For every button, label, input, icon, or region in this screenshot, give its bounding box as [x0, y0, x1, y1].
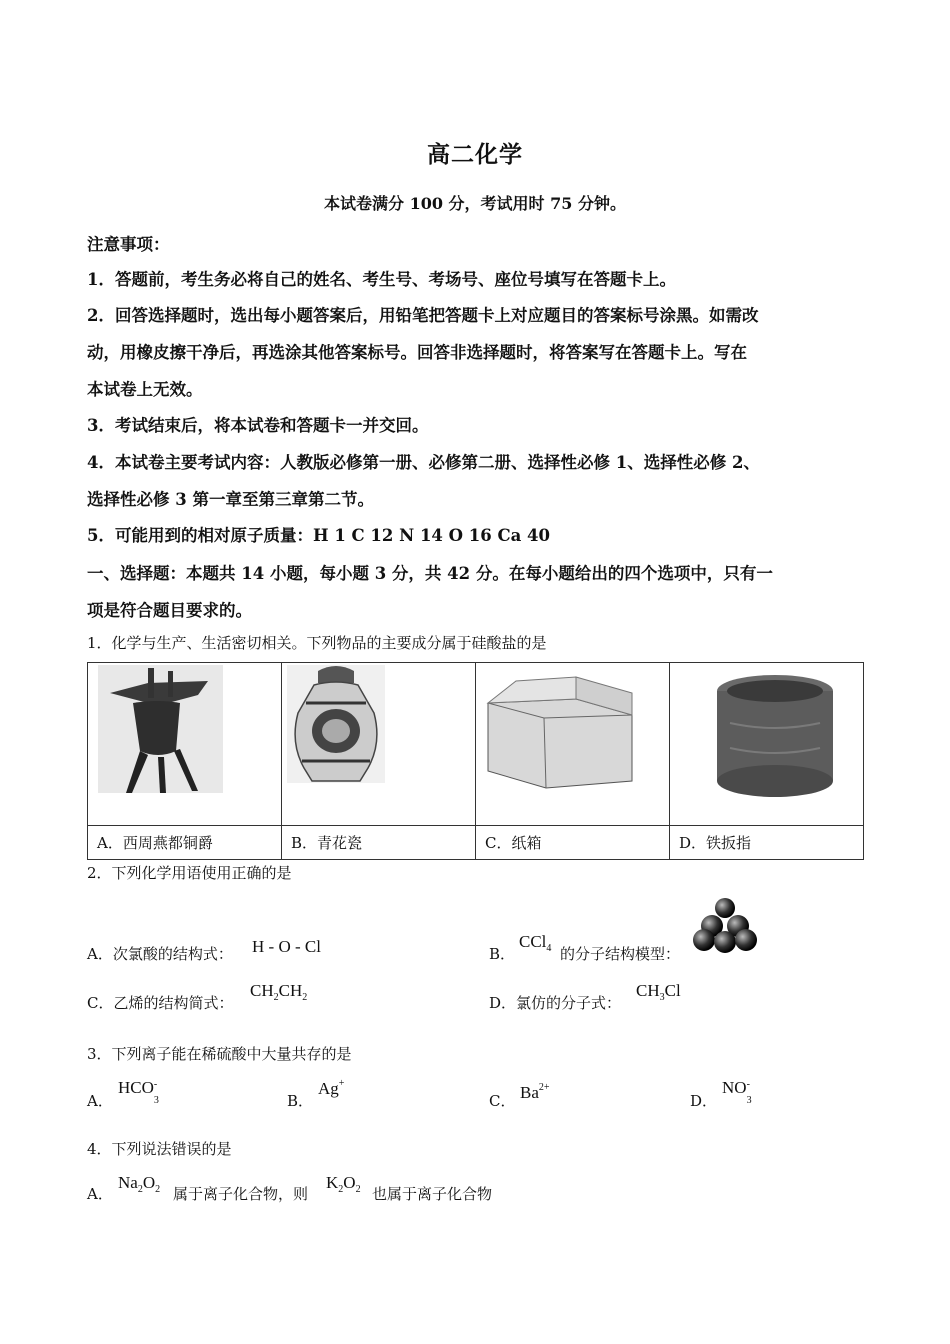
notes-heading: 注意事项：	[87, 235, 170, 254]
formula-subscript: 3	[153, 1095, 159, 1106]
option-a-caption: A．西周燕都铜爵	[88, 826, 282, 860]
note-line: 2．回答选择题时，选出每小题答案后，用铅笔把答题卡上对应题目的答案标号涂黑。如需改	[87, 306, 759, 325]
question-4-stem: 4．下列说法错误的是	[87, 1140, 232, 1158]
q2-option-d-label: D．氯仿的分子式：	[489, 994, 622, 1012]
q3-option-b-label: B．	[287, 1092, 314, 1110]
formula-superscript: 2+	[538, 1082, 550, 1093]
formula-text: CCl	[519, 932, 547, 951]
formula-subscript: 2	[302, 992, 308, 1003]
note-line: 选择性必修 3 第一章至第三章第二节。	[87, 490, 374, 509]
section-heading: 一、选择题：本题共 14 小题，每小题 3 分，共 42 分。在每小题给出的四个选项中，只有一	[87, 564, 773, 583]
q2-option-b-label: B．	[489, 945, 516, 963]
formula-text: CH	[636, 981, 660, 1000]
q4-option-a-label: A．	[87, 1185, 113, 1203]
q3-option-a-label: A．	[87, 1092, 113, 1110]
formula-text: Ba	[520, 1083, 539, 1102]
option-d-caption: D．铁扳指	[670, 826, 864, 860]
formula-text: CH	[250, 981, 274, 1000]
cardboard-box-image	[476, 663, 670, 821]
exam-info: 本试卷满分 100 分，考试用时 75 分钟。	[324, 194, 626, 213]
option-b-caption: B．青花瓷	[282, 826, 476, 860]
page-title: 高二化学	[427, 141, 523, 168]
bronze-jue-vessel-image	[88, 663, 282, 821]
formula-subscript: 3	[746, 1095, 752, 1106]
q3-option-d-formula	[722, 1078, 755, 1106]
blue-white-porcelain-jar-image	[282, 663, 476, 821]
q3-option-a-formula	[118, 1078, 162, 1106]
formula-superscript: -	[153, 1079, 158, 1090]
question-3-stem: 3．下列离子能在稀硫酸中大量共存的是	[87, 1045, 352, 1063]
section-heading: 项是符合题目要求的。	[87, 601, 252, 620]
option-c-caption: C．纸箱	[476, 826, 670, 860]
q4-option-a-text-2: 也属于离子化合物	[372, 1185, 493, 1203]
formula-superscript: +	[338, 1078, 345, 1089]
formula-text: Na	[118, 1173, 138, 1192]
q2-option-b-formula	[519, 932, 551, 954]
q3-option-d-label: D．	[690, 1092, 718, 1110]
formula-text: Cl	[664, 981, 681, 1000]
note-line: 动，用橡皮擦干净后，再选涂其他答案标号。回答非选择题时，将答案写在答题卡上。写在	[87, 343, 747, 362]
q2-option-b-text: 的分子结构模型：	[560, 945, 681, 963]
iron-thumb-ring-image	[670, 663, 864, 821]
q3-option-c-formula	[520, 1082, 550, 1103]
q2-option-a-formula: H - O - Cl	[252, 937, 321, 956]
note-line: 3．考试结束后，将本试卷和答题卡一并交回。	[87, 416, 429, 435]
formula-text: O	[142, 1173, 156, 1192]
question-1-stem: 1．化学与生产、生活密切相关。下列物品的主要成分属于硅酸盐的是	[87, 634, 547, 652]
formula-text: NO	[722, 1078, 747, 1097]
note-line: 1．答题前，考生务必将自己的姓名、考生号、考场号、座位号填写在答题卡上。	[87, 270, 676, 289]
option-d-image-cell	[670, 663, 864, 826]
formula-subscript: 2	[338, 1184, 344, 1195]
option-a-image-cell	[88, 663, 282, 826]
q3-option-c-label: C．	[489, 1092, 516, 1110]
formula-subscript: 2	[273, 992, 279, 1003]
q4-option-a-formula-1	[118, 1173, 160, 1195]
q2-option-a-label: A．次氯酸的结构式：	[87, 945, 233, 963]
ccl4-ball-model-icon	[690, 896, 760, 956]
option-c-image-cell	[476, 663, 670, 826]
question-1-options-table	[87, 662, 864, 860]
q2-option-c-formula	[250, 981, 307, 1003]
q3-option-b-formula	[318, 1078, 344, 1099]
formula-subscript: 4	[546, 943, 552, 954]
formula-subscript: 3	[659, 992, 665, 1003]
q2-option-d-formula	[636, 981, 681, 1003]
formula-subscript: 2	[137, 1184, 143, 1195]
note-line: 5．可能用到的相对原子质量：H 1 C 12 N 14 O 16 Ca 40	[87, 526, 551, 545]
question-2-stem: 2．下列化学用语使用正确的是	[87, 864, 292, 882]
formula-superscript: -	[746, 1079, 750, 1090]
q2-option-c-label: C．乙烯的结构简式：	[87, 994, 234, 1012]
note-line: 本试卷上无效。	[87, 380, 203, 399]
formula-text: Ag	[318, 1079, 339, 1098]
formula-text: K	[326, 1173, 339, 1192]
formula-subscript: 2	[155, 1184, 161, 1195]
note-line: 4．本试卷主要考试内容：人教版必修第一册、必修第二册、选择性必修 1、选择性必修 2、	[87, 453, 760, 472]
formula-subscript: 2	[355, 1184, 361, 1195]
formula-text: CH	[278, 981, 303, 1000]
formula-text: HCO	[118, 1078, 154, 1097]
formula-text: O	[343, 1173, 356, 1192]
q4-option-a-formula-2	[326, 1173, 361, 1195]
option-b-image-cell	[282, 663, 476, 826]
q4-option-a-text-1: 属于离子化合物，则	[173, 1185, 309, 1203]
